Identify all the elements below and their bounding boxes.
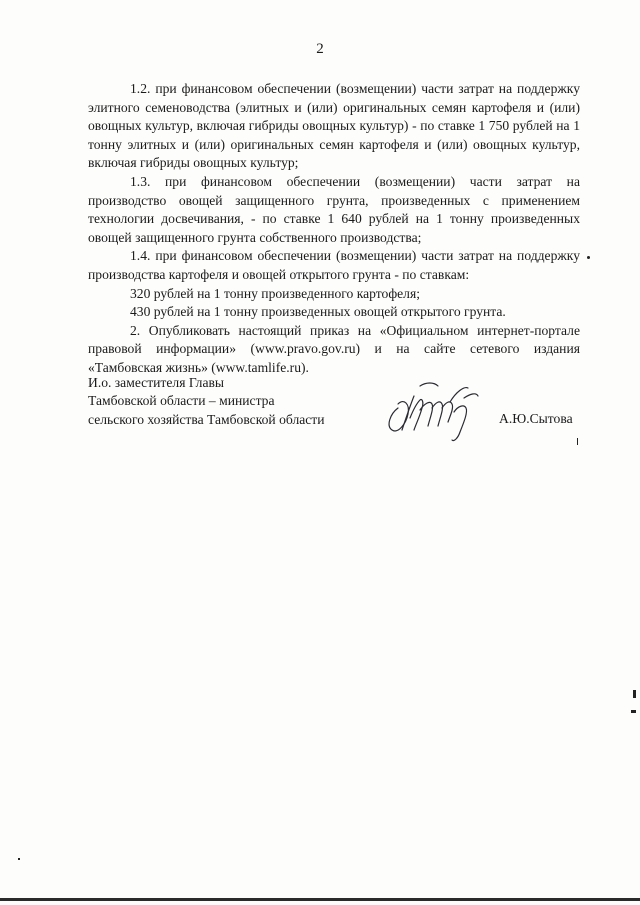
scan-speck (633, 690, 636, 698)
paragraph-1-3: 1.3. при финансовом обеспечении (возмещении) части затрат на производство овощей защищенного грунта, произведенных с применением технологии досвечивания, - по ставке 1 640 рублей на 1 тонну произведенных овощей защищенного грунта собственного производства; (88, 173, 580, 245)
signatory-name: А.Ю.Сытова (499, 411, 573, 426)
scan-speck (587, 256, 590, 259)
document-body (88, 80, 580, 378)
scan-speck (18, 858, 20, 860)
paragraph-1-2: 1.2. при финансовом обеспечении (возмещении) части затрат на поддержку элитного семеноводства (элитных и (или) оригинальных семян картофеля и (или) овощных культур, включая гибриды овощных культур) - по ставке 1 750 рублей на 1 тонну элитных и (или) оригинальных семян картофеля и (или) овощных культур, включая гибриды овощных культур; (88, 81, 580, 171)
rate-vegetables: 430 рублей на 1 тонну произведенных овощей открытого грунта. (130, 304, 506, 320)
page-number: 2 (316, 41, 324, 57)
signatory-title-line-3: сельского хозяйства Тамбовской области (88, 411, 325, 427)
signatory-title-line-1: И.о. заместителя Главы (88, 375, 225, 390)
paragraph-2-publish: 2. Опубликовать настоящий приказ на «Официальном интернет-портале правовой информации» (www.pravo.gov.ru) и на сайте сетевого издания «Тамбовская жизнь» (www.tamlife.ru). (88, 322, 580, 375)
scan-speck (631, 710, 636, 713)
scan-speck (577, 438, 578, 445)
signatory-title-line-2: Тамбовской области – министра (88, 393, 275, 409)
scan-bottom-edge (0, 898, 640, 901)
signatory-title (88, 374, 388, 429)
handwritten-signature (380, 378, 495, 444)
rate-potato: 320 рублей на 1 тонну произведенного картофеля; (130, 285, 420, 301)
paragraph-1-4: 1.4. при финансовом обеспечении (возмещении) части затрат на поддержку производства картофеля и овощей открытого грунта - по ставкам: (88, 248, 580, 282)
